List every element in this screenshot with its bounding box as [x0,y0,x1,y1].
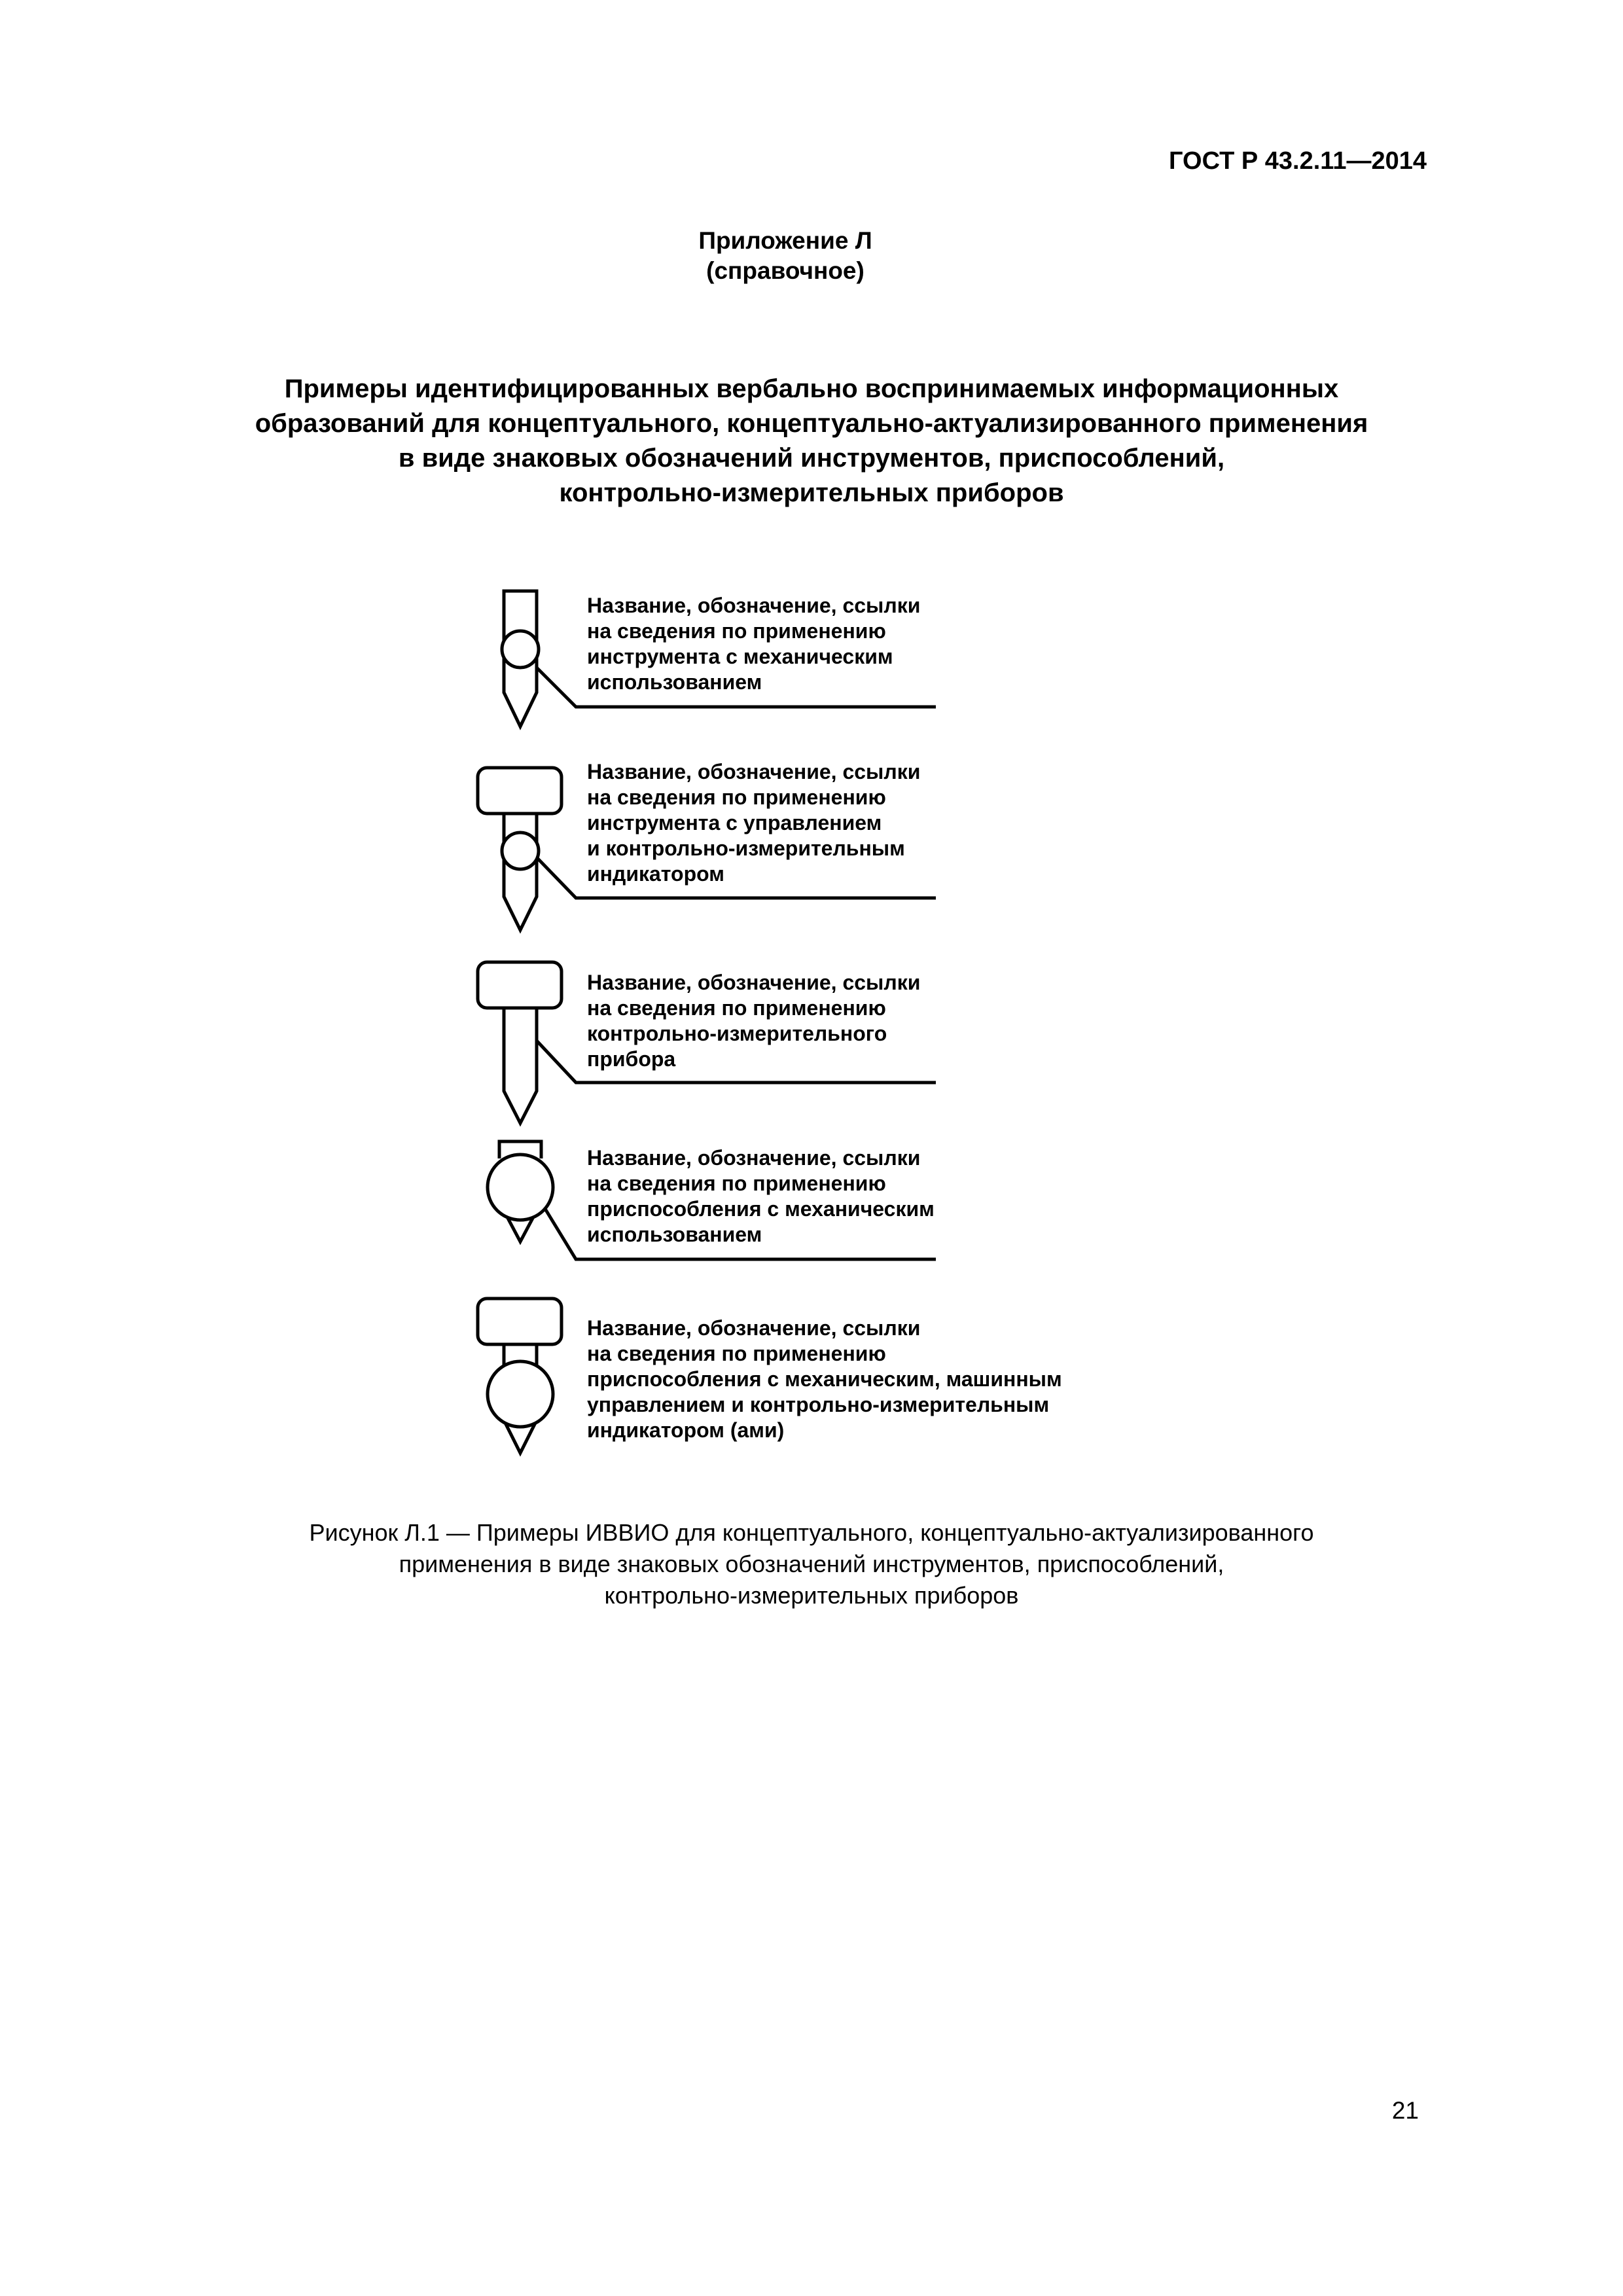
label-line: Название, обозначение, ссылки [587,594,921,617]
figure-label [587,1145,1111,1247]
label-line: прибора [587,1047,676,1071]
title-line: контрольно-измерительных приборов [559,478,1064,507]
label-line: на сведения по применению [587,1172,886,1195]
caption-line: применения в виде знаковых обозначений инструментов, приспособлений, [399,1551,1224,1577]
label-line: индикатором (ами) [587,1418,785,1442]
title-line: образований для концептуального, концептуально-актуализированного применения [255,409,1368,438]
caption-line: контрольно-измерительных приборов [604,1582,1019,1609]
label-line: на сведения по применению [587,996,886,1020]
page-number: 21 [1391,2097,1419,2124]
label-line: Название, обозначение, ссылки [587,760,921,783]
label-line: контрольно-измерительного [587,1022,887,1045]
label-line: использованием [587,670,762,694]
label-line: Название, обозначение, ссылки [587,971,921,994]
label-line: приспособления с механическим [587,1197,935,1221]
title-line: Примеры идентифицированных вербально воспринимаемых информационных [284,374,1339,403]
appendix-name: Приложение Л [698,227,872,254]
standard-number: ГОСТ Р 43.2.11—2014 [1169,147,1427,175]
label-line: управлением и контрольно-измерительным [587,1393,1050,1416]
figure-label [587,970,1111,1072]
label-line: Название, обозначение, ссылки [587,1146,921,1170]
appendix-kind: (справочное) [706,257,865,284]
label-line: на сведения по применению [587,1342,886,1365]
title-line: в виде знаковых обозначений инструментов, приспособлений, [398,444,1225,473]
figure-label [587,1316,1111,1443]
figure-label [587,759,1111,887]
label-line: и контрольно-измерительным [587,836,905,860]
label-line: индикатором [587,862,724,886]
label-line: инструмента с управлением [587,811,882,834]
label-line: Название, обозначение, ссылки [587,1316,921,1340]
figure-label [587,593,1111,695]
fixture-machine-control-indicator-symbol [478,1299,562,1453]
label-line: приспособления с механическим, машинным [587,1367,1062,1391]
label-line: инструмента с механическим [587,645,893,668]
caption-line: Рисунок Л.1 — Примеры ИВВИО для концептуального, концептуально-актуализированного [309,1519,1314,1546]
figure-caption [157,1517,1466,1611]
label-line: на сведения по применению [587,785,886,809]
label-line: использованием [587,1223,762,1246]
label-line: на сведения по применению [587,619,886,643]
